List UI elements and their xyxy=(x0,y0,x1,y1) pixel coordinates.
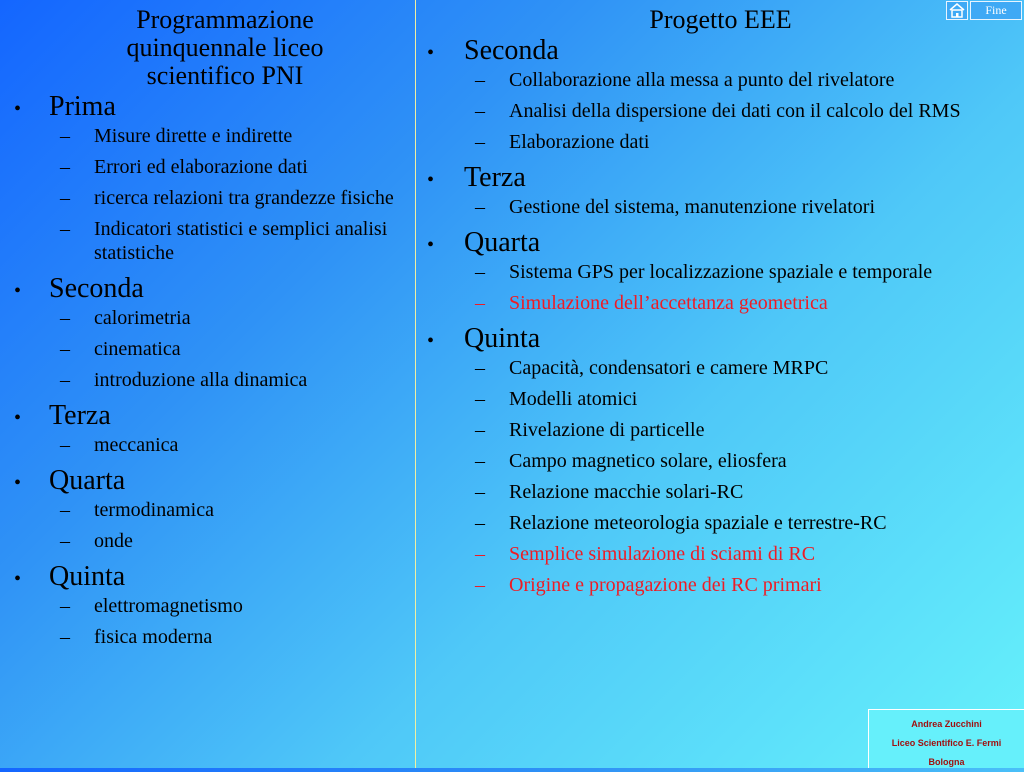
dash-icon: – xyxy=(475,481,485,503)
list-item xyxy=(0,594,415,618)
list-item xyxy=(417,542,1024,566)
dash-icon: – xyxy=(60,218,70,240)
dash-icon: – xyxy=(475,69,485,91)
section-heading xyxy=(417,34,1024,68)
credit-school: Liceo Scientifico E. Fermi xyxy=(891,738,1002,748)
section-label: Terza xyxy=(49,400,111,431)
list-item xyxy=(0,337,415,361)
sub-list xyxy=(0,124,415,265)
sub-list xyxy=(417,68,1024,154)
home-icon xyxy=(947,2,967,19)
list-item xyxy=(417,291,1024,315)
left-title-line: Programmazione xyxy=(136,5,314,34)
dash-icon: – xyxy=(60,125,70,147)
list-item xyxy=(417,449,1024,473)
list-item-text: Misure dirette e indirette xyxy=(94,125,293,147)
dash-icon: – xyxy=(60,338,70,360)
list-item xyxy=(417,130,1024,154)
section-quarta xyxy=(0,464,415,553)
bullet-icon: • xyxy=(14,98,22,120)
section-label: Quinta xyxy=(49,561,126,592)
list-item-text: Campo magnetico solare, eliosfera xyxy=(509,450,787,472)
list-item-text: elettromagnetismo xyxy=(94,595,243,617)
list-item-text: Relazione meteorologia spaziale e terrestre-RC xyxy=(509,512,887,534)
dash-icon: – xyxy=(475,100,485,122)
bullet-icon: • xyxy=(14,280,22,302)
section-label: Quarta xyxy=(464,227,541,258)
section-heading xyxy=(0,399,415,433)
section-label: Seconda xyxy=(49,273,144,304)
dash-icon: – xyxy=(475,450,485,472)
dash-icon: – xyxy=(60,156,70,178)
dash-icon: – xyxy=(60,595,70,617)
sub-list xyxy=(0,594,415,649)
dash-icon: – xyxy=(60,499,70,521)
fine-button[interactable]: Fine xyxy=(970,1,1022,20)
dash-icon: – xyxy=(475,388,485,410)
section-seconda xyxy=(417,34,1024,154)
list-item-text: Collaborazione alla messa a punto del rivelatore xyxy=(509,69,895,91)
dash-icon: – xyxy=(475,261,485,283)
section-label: Terza xyxy=(464,162,526,193)
dash-icon: – xyxy=(475,292,485,314)
list-item-text: Sistema GPS per localizzazione spaziale e temporale xyxy=(509,261,933,283)
section-heading xyxy=(0,464,415,498)
dash-icon: – xyxy=(60,369,70,391)
bullet-icon: • xyxy=(14,407,22,429)
list-item xyxy=(0,306,415,330)
section-heading xyxy=(0,560,415,594)
list-item-text: Analisi della dispersione dei dati con il calcolo del RMS xyxy=(509,100,961,122)
left-column xyxy=(0,0,416,768)
dash-icon: – xyxy=(60,626,70,648)
dash-icon: – xyxy=(60,307,70,329)
bullet-icon: • xyxy=(427,234,435,256)
list-item-text: Rivelazione di particelle xyxy=(509,419,705,441)
section-heading xyxy=(417,226,1024,260)
section-label: Quarta xyxy=(49,465,126,496)
list-item-text: onde xyxy=(94,530,133,552)
dash-icon: – xyxy=(475,512,485,534)
left-title-line: quinquennale liceo xyxy=(126,33,324,62)
section-heading xyxy=(417,322,1024,356)
section-label: Prima xyxy=(49,91,116,122)
section-terza xyxy=(417,161,1024,219)
sub-list xyxy=(417,195,1024,219)
sub-list xyxy=(0,433,415,457)
list-item xyxy=(0,124,415,148)
list-item xyxy=(0,155,415,179)
bullet-icon: • xyxy=(427,330,435,352)
section-quarta xyxy=(417,226,1024,315)
dash-icon: – xyxy=(475,131,485,153)
bullet-icon: • xyxy=(14,568,22,590)
list-item xyxy=(0,217,415,265)
home-button[interactable] xyxy=(946,1,968,20)
left-title-line: scientifico PNI xyxy=(146,61,304,90)
list-item xyxy=(417,387,1024,411)
list-item xyxy=(417,511,1024,535)
list-item-text: ricerca relazioni tra grandezze fisiche xyxy=(94,187,394,209)
section-quinta xyxy=(0,560,415,649)
list-item-text: fisica moderna xyxy=(94,626,213,648)
list-item-text: Errori ed elaborazione dati xyxy=(94,156,308,178)
sub-list xyxy=(0,306,415,392)
list-item-text: Modelli atomici xyxy=(509,388,638,410)
credit-city: Bologna xyxy=(928,757,965,767)
list-item xyxy=(417,418,1024,442)
dash-icon: – xyxy=(60,187,70,209)
list-item-text: Capacità, condensatori e camere MRPC xyxy=(509,357,829,379)
section-quinta xyxy=(417,322,1024,597)
left-outline xyxy=(0,90,415,649)
dash-icon: – xyxy=(475,574,485,596)
dash-icon: – xyxy=(475,543,485,565)
list-item-text: Semplice simulazione di sciami di RC xyxy=(509,543,816,565)
list-item xyxy=(0,433,415,457)
dash-icon: – xyxy=(60,434,70,456)
list-item xyxy=(0,498,415,522)
list-item-text: introduzione alla dinamica xyxy=(94,369,308,391)
right-title: Progetto EEE xyxy=(649,5,792,34)
author-credit xyxy=(868,709,1024,768)
list-item-text: Origine e propagazione dei RC primari xyxy=(509,574,822,596)
dash-icon: – xyxy=(475,196,485,218)
bullet-icon: • xyxy=(427,42,435,64)
list-item xyxy=(417,68,1024,92)
credit-author: Andrea Zucchini xyxy=(911,719,982,729)
section-heading xyxy=(417,161,1024,195)
section-terza xyxy=(0,399,415,457)
list-item-text: Simulazione dell’accettanza geometrica xyxy=(509,292,828,314)
list-item xyxy=(417,195,1024,219)
list-item xyxy=(0,625,415,649)
dash-icon: – xyxy=(475,419,485,441)
sub-list xyxy=(0,498,415,553)
section-label: Quinta xyxy=(464,323,541,354)
list-item-text: calorimetria xyxy=(94,307,191,329)
section-prima xyxy=(0,90,415,265)
section-label: Seconda xyxy=(464,35,559,66)
list-item-text: Elaborazione dati xyxy=(509,131,650,153)
right-outline xyxy=(417,34,1024,597)
list-item-text: termodinamica xyxy=(94,499,214,521)
list-item xyxy=(0,368,415,392)
bullet-icon: • xyxy=(427,169,435,191)
bullet-icon: • xyxy=(14,472,22,494)
section-seconda xyxy=(0,272,415,392)
list-item xyxy=(417,480,1024,504)
section-heading xyxy=(0,272,415,306)
list-item xyxy=(417,99,1024,123)
list-item-text: meccanica xyxy=(94,434,179,456)
list-item xyxy=(0,529,415,553)
right-column xyxy=(417,0,1024,768)
list-item-text: Indicatori statistici e semplici analisi statistiche xyxy=(94,218,388,264)
list-item-text: cinematica xyxy=(94,338,181,360)
dash-icon: – xyxy=(475,357,485,379)
list-item-text: Gestione del sistema, manutenzione rivelatori xyxy=(509,196,875,218)
list-item xyxy=(0,186,415,210)
list-item xyxy=(417,356,1024,380)
section-heading xyxy=(0,90,415,124)
dash-icon: – xyxy=(60,530,70,552)
list-item xyxy=(417,573,1024,597)
sub-list xyxy=(417,260,1024,315)
list-item xyxy=(417,260,1024,284)
list-item-text: Relazione macchie solari-RC xyxy=(509,481,744,503)
left-title xyxy=(0,6,380,90)
sub-list xyxy=(417,356,1024,597)
